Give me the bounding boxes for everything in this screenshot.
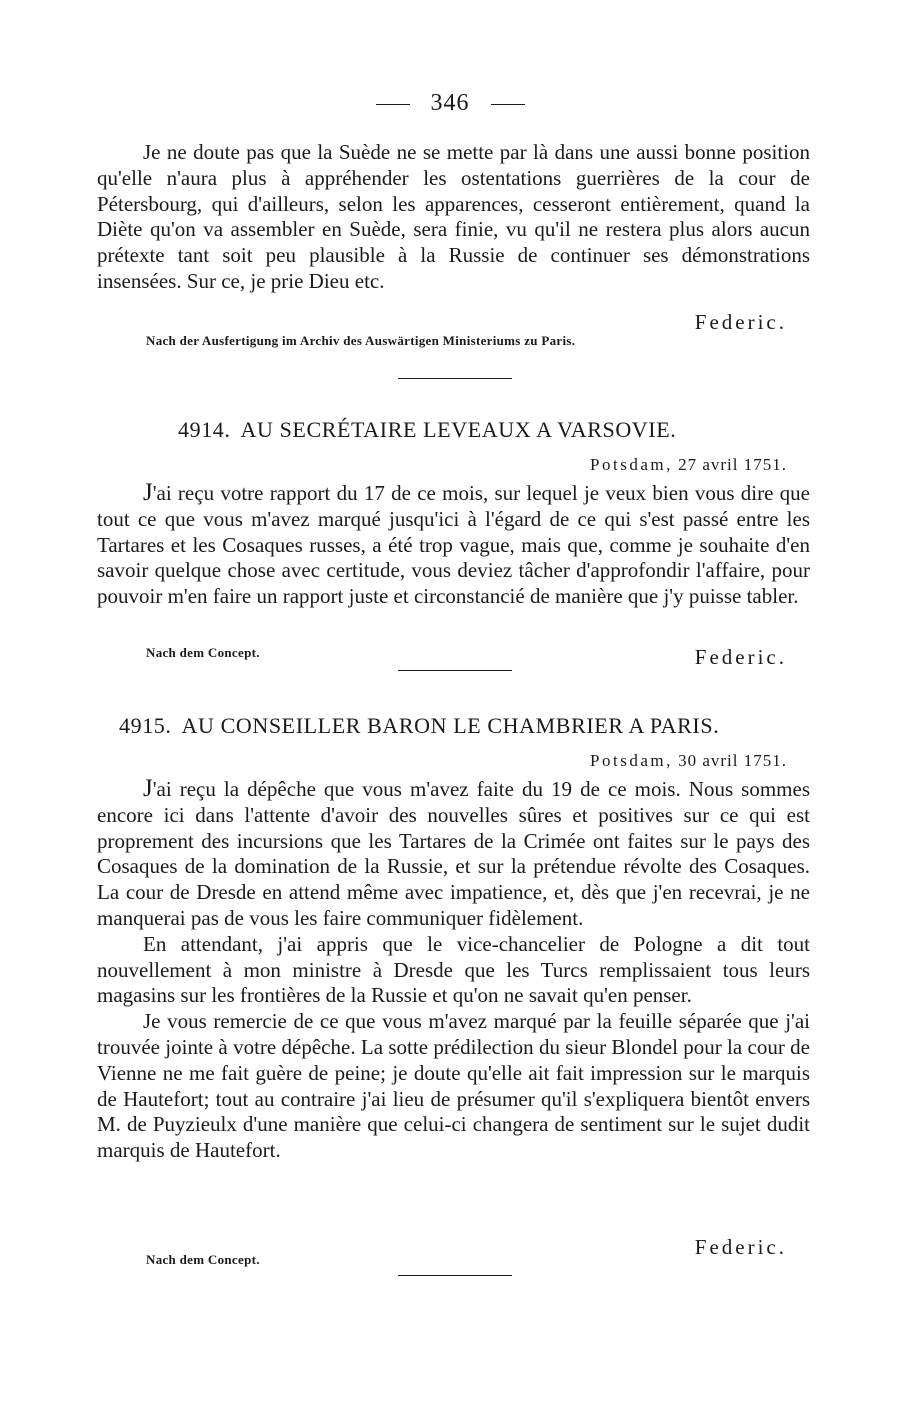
- continuation-text: [97, 140, 810, 295]
- section-divider: [398, 1275, 512, 1276]
- page-header: [0, 88, 900, 118]
- letter-4914-paragraph-text: 'ai reçu votre rapport du 17 de ce mois, sur lequel je veux bien vous dire que tout ce que vous m'avez marqué jusqu'ici à l'égard de ce qui s'est passé entre les Tartares et les Cosaques russes, a été trop vague, mais que, comme je souhaite d'en savoir quelque chose avec certitude, vous deviez tâcher d'approfondir l'affaire, pour pouvoir m'en faire un rapport juste et circonstancié de manière que j'y puisse tabler.: [97, 481, 810, 609]
- letter-4915-place: Potsdam,: [590, 751, 673, 770]
- letter-4914-title: AU SECRÉTAIRE LEVEAUX A VARSOVIE.: [240, 417, 677, 442]
- letter-4914-date: 27 avril 1751.: [678, 455, 787, 474]
- letter-4914-signature: Federic.: [694, 645, 787, 669]
- section-divider: [398, 378, 512, 379]
- letter-4914-dateline: [590, 455, 787, 475]
- letter-4914-source-note: Nach dem Concept.: [146, 645, 260, 660]
- page-number: 346: [430, 90, 470, 116]
- letter-4914-dropcap: J: [143, 479, 153, 506]
- letter-4915-heading: [119, 712, 832, 740]
- letter-4914-heading: [178, 416, 891, 444]
- letter-4915-paragraph-1: [97, 776, 810, 932]
- letter-4914-place: Potsdam,: [590, 455, 673, 474]
- letter-4915-number: 4915.: [119, 713, 172, 738]
- letter-4915-signature: Federic.: [694, 1235, 787, 1259]
- header-dash-left: [376, 104, 410, 105]
- header-dash-right: [491, 104, 525, 105]
- continuation-source-note: Nach der Ausfertigung im Archiv des Auswärtigen Ministeriums zu Paris.: [146, 333, 576, 348]
- continuation-paragraph: Je ne doute pas que la Suède ne se mette par là dans une aussi bonne position qu'elle n'aura plus à appréhender les ostentations guerrières de la cour de Pétersbourg, qui d'ailleurs, selon les apparences, cesseront entièrement, quand la Diète qu'on va assembler en Suède, sera finie, vu qu'il ne restera plus alors aucun prétexte tant soit peu plausible à la Russie de continuer ses démonstrations insensées. Sur ce, je prie Dieu etc.: [97, 140, 810, 293]
- letter-4915-paragraph-1-text: 'ai reçu la dépêche que vous m'avez faite du 19 de ce mois. Nous sommes encore ici dans l'attente d'avoir des nouvelles sûres et positives sur ce qui est proprement des incursions que les Tartares de la Crimée ont faites sur le pays des Cosaques de la domination de la Russie, et sur la prétendue révolte des Cosaques. La cour de Dresde en attend même avec impatience, et, dès que j'en recevrai, je ne manquerai pas de vous les faire communiquer fidèlement.: [97, 777, 810, 930]
- letter-4915-body: [97, 776, 810, 1164]
- letter-4915-dropcap: J: [143, 775, 153, 802]
- letter-4914-paragraph: [97, 480, 810, 610]
- letter-4914-number: 4914.: [178, 417, 231, 442]
- letter-4915-paragraph-2: En attendant, j'ai appris que le vice-chancelier de Pologne a dit tout nouvellement à mon ministre à Dresde que les Turcs remplissaient tous leurs magasins sur les frontières de la Russie et qu'on ne savait qu'en penser.: [97, 931, 810, 1008]
- letter-4914-body: [97, 480, 810, 610]
- letter-4915-title: AU CONSEILLER BARON LE CHAMBRIER A PARIS.: [181, 713, 720, 738]
- letter-4915-source-note: Nach dem Concept.: [146, 1252, 260, 1267]
- letter-4915-dateline: [590, 751, 787, 771]
- letter-4915-paragraph-3: Je vous remercie de ce que vous m'avez marqué par la feuille séparée que j'ai trouvée jointe à votre dépêche. La sotte prédilection du sieur Blondel pour la cour de Vienne ne me fait guère de peine; je doute qu'elle ait fait impression sur le marquis de Hautefort; tout au contraire j'ai lieu de présumer qu'il s'expliquera bientôt envers M. de Puyzieulx d'une manière que celui-ci changera de sentiment sur le sujet dudit marquis de Hautefort.: [97, 1009, 810, 1163]
- continuation-signature: Federic.: [694, 310, 787, 334]
- section-divider: [398, 670, 512, 671]
- letter-4915-date: 30 avril 1751.: [678, 751, 787, 770]
